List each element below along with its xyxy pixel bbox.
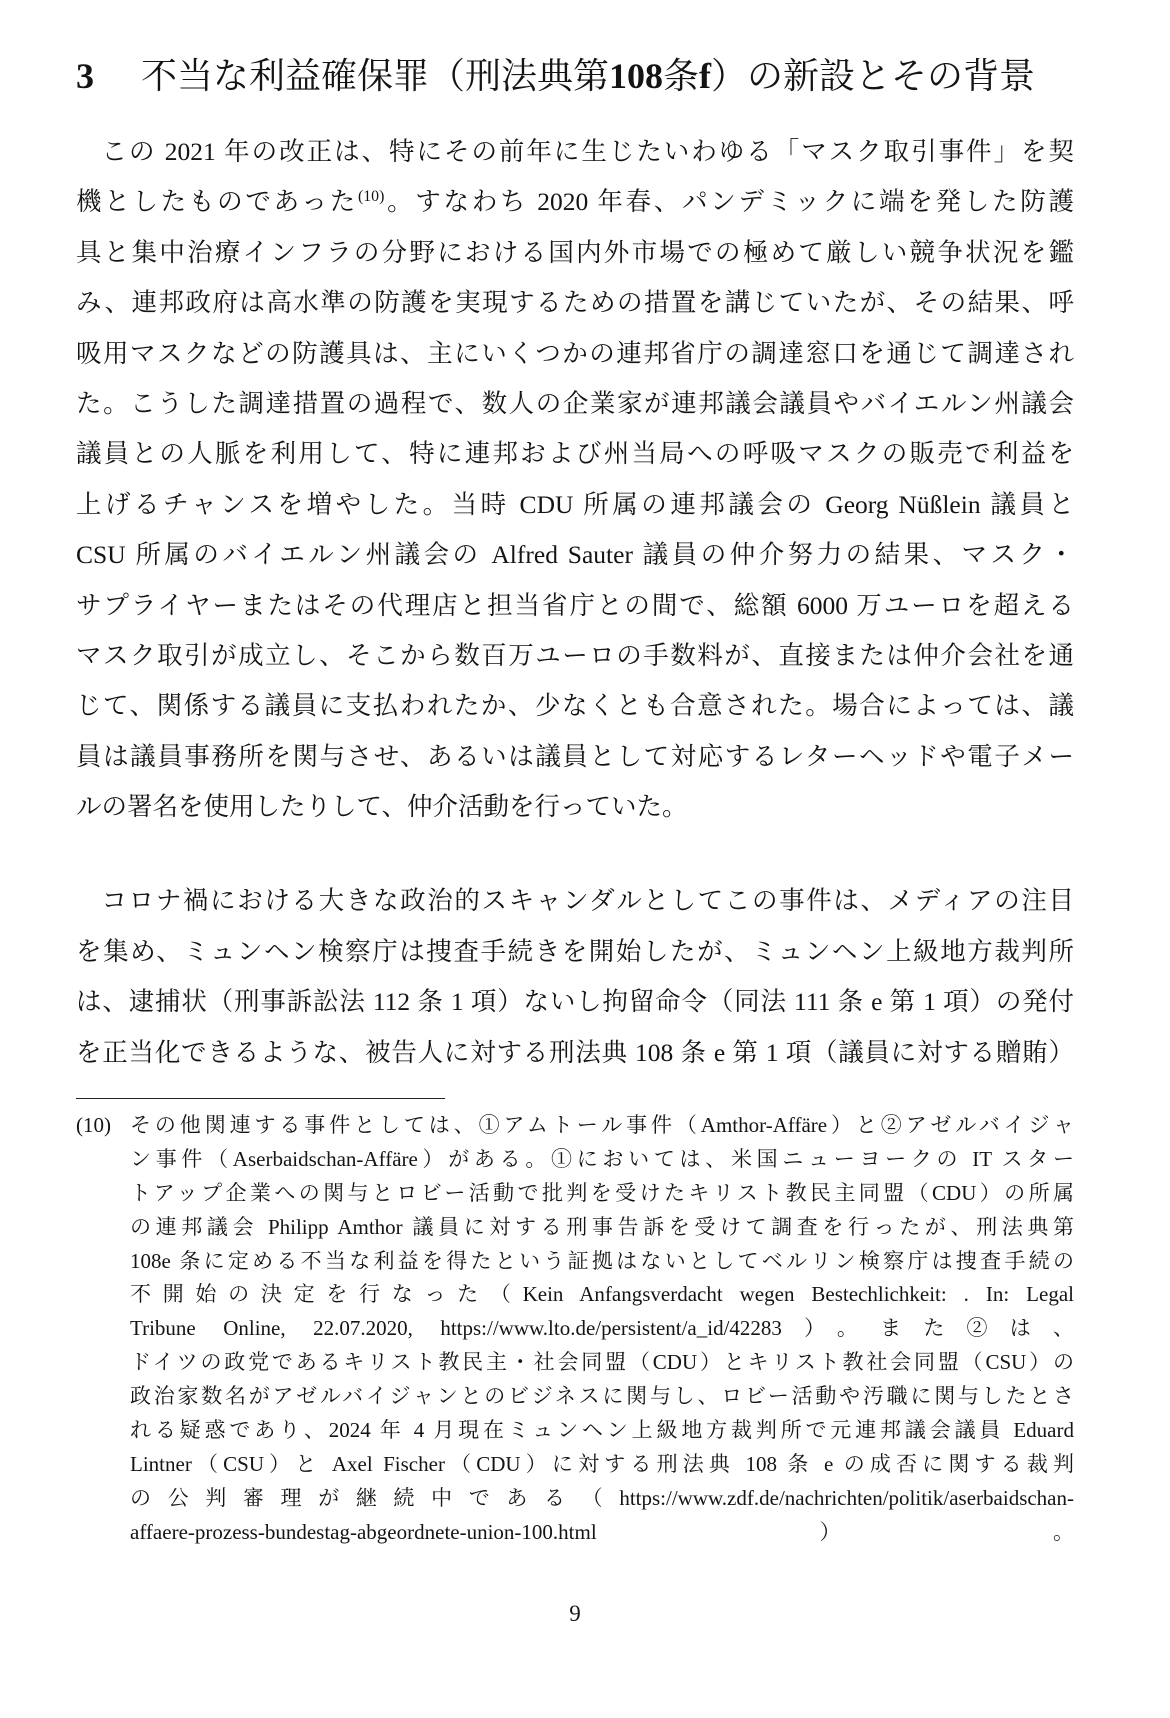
text-line: は、逮捕状（刑事訴訟法 112 条 1 項）ないし拘留命令（同法 111 条 e 第 1 項）の発付 bbox=[76, 987, 1074, 1016]
text-segment: 機としたものであった bbox=[76, 187, 359, 217]
text-line: ルの署名を使用したりして、仲介活動を行っていた。 bbox=[76, 792, 688, 822]
text-line bbox=[76, 177, 1074, 227]
body-paragraph bbox=[76, 127, 1074, 832]
text-line: た。こうした調達措置の過程で、数人の企業家が連邦議会議員やバイエルン州議会 bbox=[76, 388, 1074, 418]
text-line: この 2021 年の改正は、特にその前年に生じたいわゆる「マスク取引事件」を契 bbox=[101, 137, 1074, 166]
text-line: コロナ禍における大きな政治的スキャンダルとしてこの事件は、メディアの注目 bbox=[101, 886, 1074, 915]
text-segment: 。すなわち 2020 年春、パンデミックに端を発した防護 bbox=[384, 187, 1074, 217]
footnote-separator bbox=[76, 1098, 445, 1099]
text-line: み、連邦政府は高水準の防護を実現するための措置を講じていたが、その結果、呼 bbox=[76, 288, 1074, 318]
text-line: を集め、ミュンヘン検察庁は捜査手続きを開始したが、ミュンヘン上級地方裁判所 bbox=[76, 936, 1074, 966]
section-title-part: 条 bbox=[663, 56, 700, 96]
section-heading bbox=[76, 52, 1076, 100]
text-line: 吸用マスクなどの防護具は、主にいくつかの連邦省庁の調達窓口を通じて調達され bbox=[76, 338, 1074, 368]
footnote-line: 108e 条に定める不当な利益を得たという証拠はないとしてベルリン検察庁は捜査手続の bbox=[130, 1248, 1074, 1273]
footnote-line: 不開始の決定を行なった（Kein Anfangsverdacht wegen Bestechlichkeit: . In: Legal bbox=[130, 1282, 1074, 1307]
footnote-line bbox=[76, 1109, 1074, 1143]
text-line: じて、関係する議員に支払われたか、少なくとも合意された。場合によっては、議 bbox=[76, 691, 1074, 721]
section-title-part: ）の新設とその背景 bbox=[711, 56, 1036, 96]
footnote-line: ン事件（Aserbaidschan-Affäre）がある。①においては、米国ニューヨークの IT スター bbox=[130, 1146, 1074, 1171]
text-line: 具と集中治療インフラの分野における国内外市場での極めて厳しい競争状況を鑑 bbox=[76, 237, 1074, 267]
text-line: 員は議員事務所を関与させ、あるいは議員として対応するレターヘッドや電子メー bbox=[76, 741, 1074, 771]
footnote-reference: (10) bbox=[358, 187, 385, 205]
section-title-article-letter: f bbox=[699, 56, 712, 96]
page-number: 9 bbox=[569, 1601, 581, 1626]
footnote-line: ドイツの政党であるキリスト教民主・社会同盟（CDU）とキリスト教社会同盟（CSU）の bbox=[130, 1350, 1074, 1375]
text-line: CSU 所属のバイエルン州議会の Alfred Sauter 議員の仲介努力の結果、マスク・ bbox=[76, 540, 1074, 570]
body-paragraph bbox=[76, 876, 1074, 1078]
footnote bbox=[76, 1109, 1074, 1550]
footnote-line: の連邦議会 Philipp Amthor 議員に対する刑事告訴を受けて調査を行ったが、刑法典第 bbox=[130, 1214, 1074, 1239]
section-number: 3 bbox=[76, 56, 94, 96]
section-title-article-number: 108 bbox=[609, 56, 664, 96]
footnote-line: 政治家数名がアゼルバイジャンとのビジネスに関与し、ロビー活動や汚職に関与したとさ bbox=[130, 1384, 1074, 1409]
text-line: を正当化できるような、被告人に対する刑法典 108 条 e 第 1 項（議員に対する贈賄） bbox=[76, 1037, 1074, 1067]
footnote-line: の公判審理が継続中である（https://www.zdf.de/nachrichten/politik/aserbaidschan- bbox=[130, 1485, 1074, 1510]
footnote-label: (10) bbox=[76, 1113, 111, 1137]
text-line: 議員との人脈を利用して、特に連邦および州当局への呼吸マスクの販売で利益を bbox=[76, 439, 1074, 469]
footnote-line: れる疑惑であり、2024 年 4 月現在ミュンヘン上級地方裁判所で元連邦議会議員 Eduard bbox=[130, 1418, 1074, 1443]
footnote-line: トアップ企業への関与とロビー活動で批判を受けたキリスト教民主同盟（CDU）の所属 bbox=[130, 1180, 1074, 1205]
text-line: 上げるチャンスを増やした。当時 CDU 所属の連邦議会の Georg Nüßlein 議員と bbox=[76, 489, 1074, 519]
footnote-line: Tribune Online, 22.07.2020, https://www.lto.de/persistent/a_id/42283）。また②は、 bbox=[130, 1316, 1074, 1341]
footnote-line: affaere-prozess-bundestag-abgeordnete-union-100.html）。 bbox=[130, 1519, 1074, 1544]
text-line: マスク取引が成立し、そこから数百万ユーロの手数料が、直接または仲介会社を通 bbox=[76, 640, 1074, 670]
section-title-part: 不当な利益確保罪（刑法典第 bbox=[141, 56, 610, 96]
footnote-text: その他関連する事件としては、①アムトール事件（Amthor-Affäre）と②アゼルバイジャ bbox=[130, 1113, 1074, 1137]
text-line: サプライヤーまたはその代理店と担当省庁との間で、総額 6000 万ユーロを超える bbox=[76, 590, 1074, 620]
footnote-line: Lintner（CSU）と Axel Fischer（CDU）に対する刑法典 108 条 e の成否に関する裁判 bbox=[130, 1451, 1074, 1476]
